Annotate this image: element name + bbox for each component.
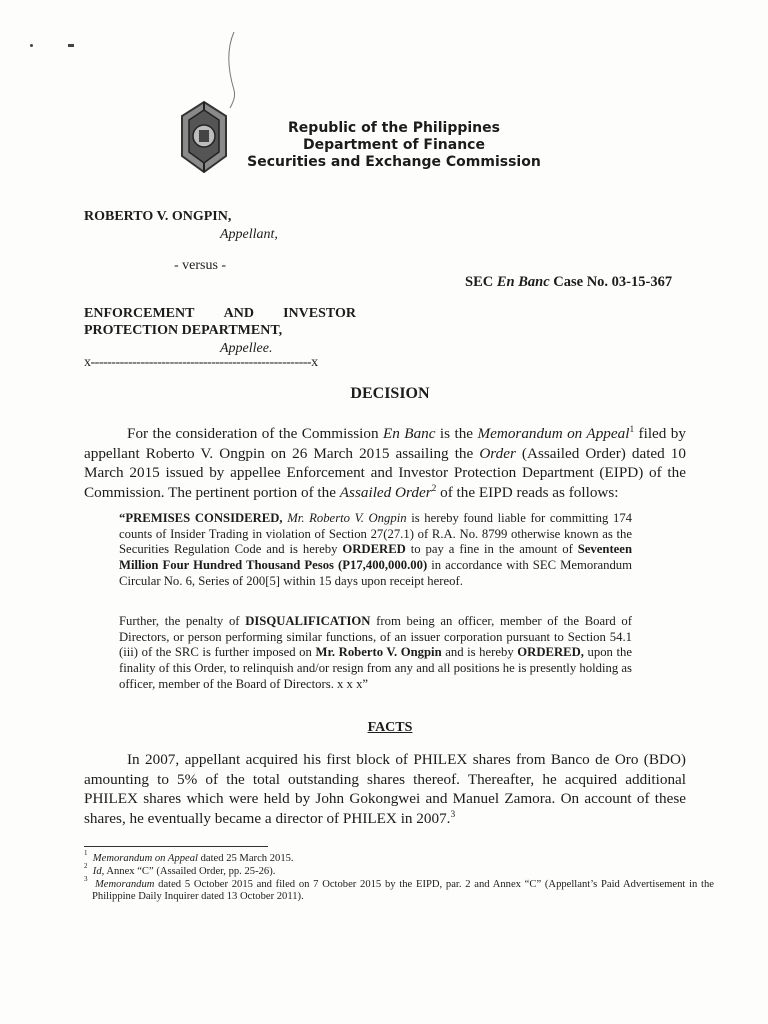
appellee-role: Appellee. [220, 341, 273, 356]
quote-text: from being an officer, member of the Board of Directors, or person performing similar functions, of an issuer corporation pursuant to Section 54.1 (iii) of the SRC is further imposed on [119, 614, 632, 660]
footnote-number: 3 [84, 875, 88, 883]
footnote-3 [84, 875, 715, 902]
intro-text: (Assailed Order) dated 10 March 2015 issued by appellee Enforcement and Investor Protection Department (EIPD) of the Commission. The pertinent portion of the [84, 444, 686, 501]
footnote-text: dated 5 October 2015 and filed on 7 October 2015 by the EIPD, par. 2 and Annex “C” (Appellant’s Paid Advertisement in the Philippine Daily Inquirer dated 13 October 2011). [92, 879, 715, 902]
case-number [465, 274, 672, 291]
intro-text: filed by appellant Roberto V. Ongpin on 26 March 2015 assailing the [84, 425, 686, 462]
header-line-department: Department of Finance [303, 137, 485, 153]
appellant-role: Appellant, [220, 227, 278, 242]
intro-text: For the consideration of the Commission [127, 425, 383, 442]
footnote-title: Id [92, 866, 102, 877]
quote-name-bold: Mr. Roberto V. Ongpin [315, 645, 442, 660]
intro-order: Order [479, 444, 516, 462]
footnote-ref-1[interactable]: 1 [629, 424, 635, 435]
footnote-1 [84, 849, 714, 865]
appellee-name-line2: PROTECTION DEPARTMENT, [84, 323, 283, 338]
quote-name: Mr. Roberto V. Ongpin [287, 511, 407, 525]
decision-title: DECISION [350, 385, 430, 402]
quote-disqualification: DISQUALIFICATION [245, 614, 371, 628]
scan-mark [30, 44, 33, 47]
intro-text: of the EIPD reads as follows: [436, 483, 619, 501]
quote-text: is hereby found liable for committing 174 counts of Insider Trading in violation of Section 27(27.1) of R.A. No. 8799 otherwise known as the Securities Regulation Code and is hereby [119, 511, 633, 557]
intro-memorandum: Memorandum on Appeal [477, 425, 630, 442]
case-en-banc: En Banc [496, 274, 550, 290]
intro-assailed-order: Assailed Order [339, 483, 432, 501]
footnote-divider [84, 846, 268, 847]
quote-ordered: ORDERED, [517, 645, 584, 660]
appellee-name-line1 [84, 305, 356, 322]
footnote-number: 1 [84, 849, 88, 857]
quote-text: upon the finality of this Order, to relinquish and/or resign from any and all positions he is presently holding as officer, member of the Board of Directors. x x x” [119, 645, 632, 691]
intro-paragraph [84, 424, 686, 502]
quote-text: to pay a fine in the amount of [405, 542, 578, 557]
appellee-word-1: ENFORCEMENT [84, 306, 195, 321]
scan-mark [222, 30, 242, 110]
intro-en-banc: En Banc [383, 425, 436, 442]
quote-paragraph-2 [119, 614, 632, 693]
quote-text: in accordance with SEC Memorandum Circular No. 6, Series of 200[5] within 15 days upon receipt hereof. [119, 558, 632, 588]
header-line-commission: Securities and Exchange Commission [247, 154, 541, 170]
footnote-2 [84, 862, 714, 878]
footnote-number: 2 [84, 862, 88, 870]
appellee-word-2: AND [223, 306, 254, 321]
appellant-name: ROBERTO V. ONGPIN, [84, 209, 232, 224]
separator-x-end: x [311, 355, 318, 370]
footnote-title: Memorandum on Appeal [92, 853, 198, 864]
separator-x-start: x [84, 355, 91, 370]
footnote-text: dated 25 March 2015. [197, 853, 294, 864]
header [0, 120, 768, 171]
quote-text: Further, the penalty of [119, 614, 246, 628]
appellee-word-3: INVESTOR [283, 306, 356, 321]
footnote-text: , Annex “C” (Assailed Order, pp. 25-26). [101, 866, 276, 877]
quote-ordered: ORDERED [342, 542, 406, 557]
footnote-title: Memorandum [94, 879, 155, 890]
versus-label: - versus - [174, 258, 227, 273]
footnote-ref-2[interactable]: 2 [431, 483, 437, 494]
quote-paragraph-1 [119, 511, 632, 590]
quote-premises: “PREMISES CONSIDERED, [119, 511, 283, 525]
quote-text: and is hereby [441, 645, 518, 660]
scan-mark [68, 44, 74, 47]
case-prefix: SEC [465, 274, 494, 290]
facts-text: In 2007, appellant acquired his first block of PHILEX shares from Banco de Oro (BDO) amounting to 5% of the total outstanding shares thereof. Thereafter, he acquired additional PHILEX shares which were held by John Gokongwei and Manuel Zamora. On account of these shares, he eventually became a director of PHILEX in 2007. [84, 751, 686, 827]
quote-fine-amount: Seventeen Million Four Hundred Thousand Pesos (P17,400,000.00) [119, 542, 632, 573]
facts-title: FACTS [367, 720, 413, 735]
footnote-ref-3[interactable]: 3 [450, 809, 456, 820]
header-line-republic: Republic of the Philippines [288, 120, 500, 136]
separator-dashes: ----------------------------------------------------- [90, 355, 312, 370]
case-number-value: Case No. 03-15-367 [553, 274, 673, 290]
facts-paragraph [84, 750, 686, 828]
separator-line [84, 354, 318, 371]
intro-text: is the [435, 425, 478, 442]
